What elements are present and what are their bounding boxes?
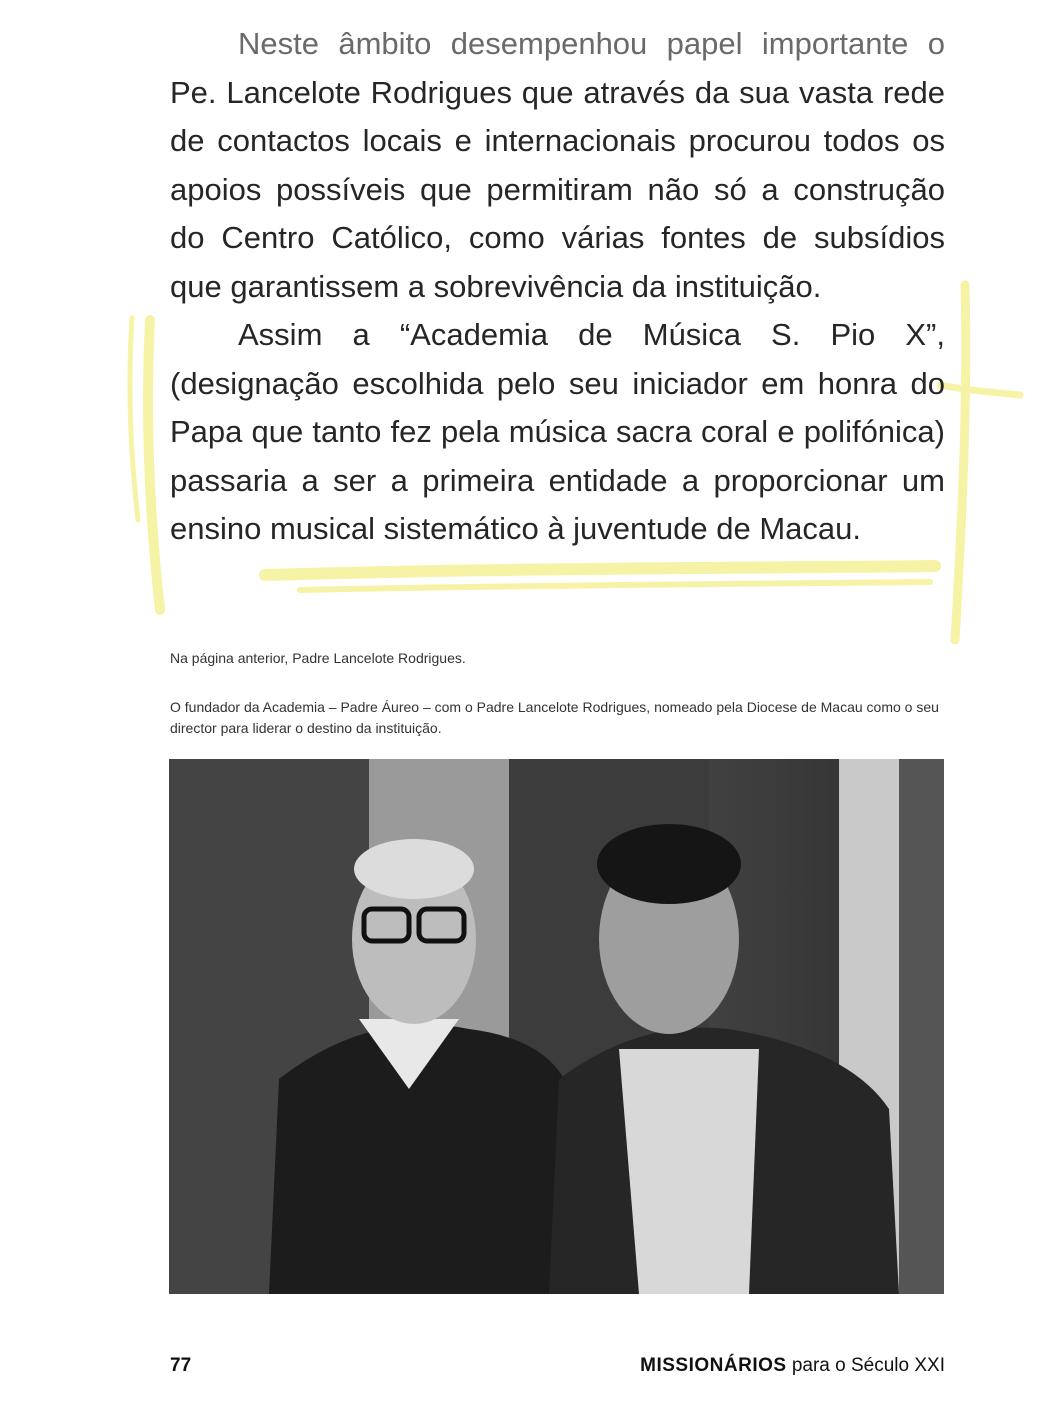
page-number: 77	[170, 1355, 192, 1376]
paragraph-1	[170, 20, 945, 311]
footer-title-rest: para o Século XXI	[791, 1355, 945, 1376]
photo-two-priests	[169, 759, 944, 1294]
running-footer-title	[640, 1355, 945, 1377]
caption-photo: O fundador da Academia – Padre Áureo – com o Padre Lancelote Rodrigues, nomeado pela Diocese de Macau como o seu director para liderar o destino da instituição.	[170, 699, 939, 736]
body-text	[170, 20, 945, 554]
paragraph-1-rest: Pe. Lancelote Rodrigues que através da sua vasta rede de contactos locais e internacionais procurou todos os apoios possíveis que permitiram não só a construção do Centro Católico, como várias fontes de subsídios que garantissem a sobrevivência da instituição.	[170, 74, 945, 304]
caption-previous-page: Na página anterior, Padre Lancelote Rodrigues.	[170, 650, 466, 666]
paragraph-1-lead: Neste âmbito desempenhou papel importante o	[238, 26, 945, 61]
footer-title-bold: MISSIONÁRIOS	[640, 1355, 787, 1376]
paragraph-2: Assim a “Academia de Música S. Pio X”, (designação escolhida pelo seu iniciador em honra do Papa que tanto fez pela música sacra coral e polifónica) passaria a ser a primeira entidade a proporcionar um ensino musical sistemático à juventude de Macau.	[170, 317, 945, 546]
